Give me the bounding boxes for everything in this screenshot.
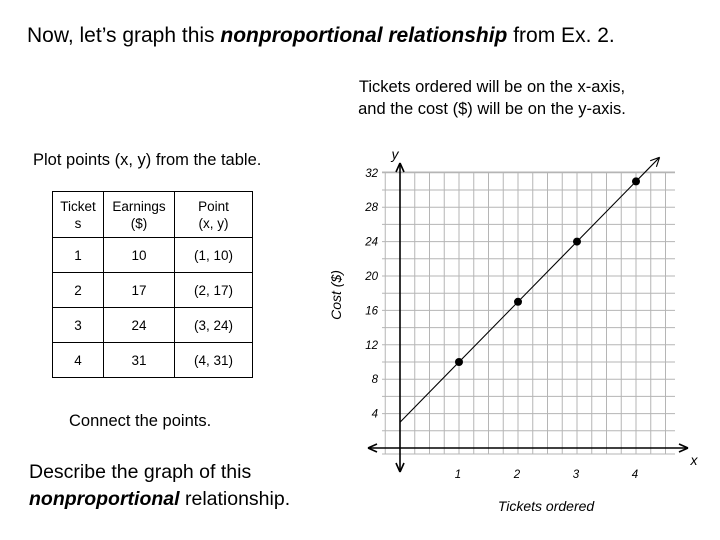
cell-earnings: 31: [104, 343, 175, 378]
grid: [382, 172, 675, 454]
y-axis-label: Cost ($): [328, 270, 344, 320]
header-point-line-2: (x, y): [198, 215, 229, 231]
title-prefix: Now, let’s graph this: [27, 24, 221, 47]
x-tick-label: 3: [572, 469, 580, 481]
describe-suffix: relationship.: [179, 488, 291, 510]
y-tick-label: 24: [365, 236, 378, 249]
y-tick-label: 4: [371, 408, 378, 421]
header-earnings-line-2: ($): [130, 215, 148, 231]
axis-note-line-2: and the cost ($) will be on the y-axis.: [358, 100, 626, 118]
cell-tickets: 2: [53, 273, 104, 308]
tick-labels: [364, 168, 638, 481]
data-point: [455, 358, 463, 366]
cell-earnings: 17: [104, 273, 175, 308]
header-tickets-line-2: s: [74, 215, 82, 231]
cell-point: (3, 24): [175, 308, 253, 343]
plot-instruction: Plot points (x, y) from the table.: [33, 151, 262, 169]
describe-line-1: Describe the graph of this: [29, 461, 252, 483]
header-earnings-line-1: Earnings: [112, 198, 166, 214]
y-axis-name: y: [391, 146, 399, 162]
data-point: [573, 238, 581, 246]
y-tick-label: 28: [365, 202, 378, 215]
title-emphasis: nonproportional relationship: [220, 24, 508, 47]
data-series: [400, 157, 660, 422]
y-tick-label: 32: [365, 167, 378, 180]
x-axis-label: Tickets ordered: [497, 498, 595, 514]
x-tick-label: 2: [513, 469, 521, 481]
y-tick-label: 12: [365, 339, 378, 352]
y-tick-label: 16: [365, 305, 378, 318]
cell-earnings: 24: [104, 308, 175, 343]
x-tick-label: 4: [631, 469, 639, 481]
data-point: [632, 177, 640, 185]
x-axis-name: x: [690, 452, 698, 468]
axis-note-line-1: Tickets ordered will be on the x-axis,: [358, 78, 626, 96]
cell-tickets: 1: [53, 238, 104, 273]
cell-point: (1, 10): [175, 238, 253, 273]
describe-emphasis: nonproportional: [29, 488, 180, 510]
cell-tickets: 3: [53, 308, 104, 343]
header-tickets-line-1: Ticket: [60, 198, 96, 214]
x-tick-label: 1: [454, 469, 462, 481]
axes: [368, 163, 688, 472]
relationship-line: [400, 157, 660, 422]
y-tick-label: 8: [371, 374, 378, 387]
header-point-line-1: Point: [198, 198, 229, 214]
cell-tickets: 4: [53, 343, 104, 378]
data-point: [514, 298, 522, 306]
connect-instruction: Connect the points.: [69, 412, 212, 430]
title-suffix: from Ex. 2.: [507, 24, 615, 47]
cell-point: (2, 17): [175, 273, 253, 308]
cell-earnings: 10: [104, 238, 175, 273]
cell-point: (4, 31): [175, 343, 253, 378]
y-tick-label: 20: [365, 271, 378, 283]
